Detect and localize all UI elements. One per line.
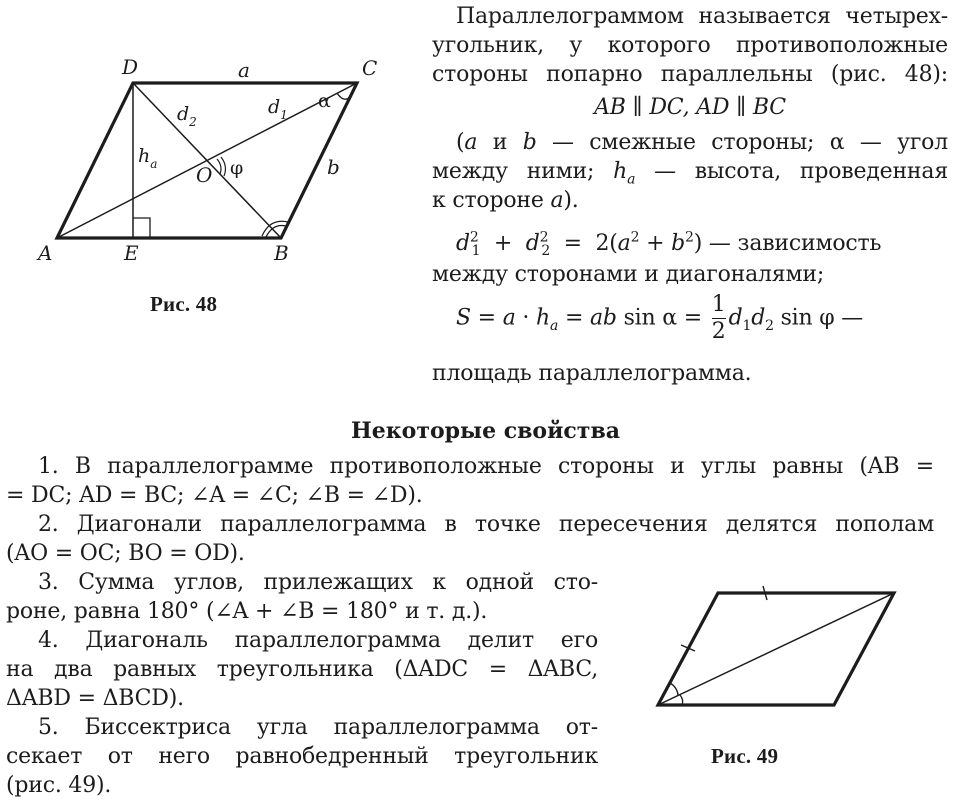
- angle-alpha-arc: [337, 93, 349, 99]
- relation-line-2: между сторонами и диагоналями;: [432, 262, 825, 287]
- property-1-line-1: 1. В параллелограмме противоположные стороны и углы равны (AB =: [38, 454, 934, 479]
- label-vertex-d: D: [122, 55, 139, 79]
- properties-heading: Некоторые свойства: [351, 418, 620, 444]
- definition-line-1: Параллелограммом называется четырех-: [456, 4, 948, 29]
- area-fraction: $\frac{1}{2}$: [711, 292, 726, 344]
- definition-note-line-3: к стороне a).: [432, 188, 579, 213]
- label-d1: $d_1$: [268, 96, 288, 122]
- property-5-line-3: (рис. 49).: [6, 773, 112, 798]
- property-2-line-1: 2. Диагонали параллелограмма в точке пересечения делятся пополам: [38, 512, 934, 537]
- property-3-line-1: 3. Сумма углов, прилежащих к одной сто-: [38, 570, 598, 595]
- label-side-b: b: [327, 155, 340, 179]
- definition-note-line-1: (a и b — смежные стороны; α — угол: [456, 130, 948, 155]
- bisector-parallelogram-diagram: [640, 575, 920, 725]
- relation-block: [432, 228, 948, 289]
- properties-block-wide: [6, 452, 934, 568]
- label-point-o: O: [196, 163, 213, 187]
- definition-block: [432, 2, 948, 215]
- relation-formula-line: $d^2_1 + d^2_2 = 2(a^2 + b^2)$ — зависимость: [456, 229, 882, 260]
- right-angle-mark: [133, 218, 150, 238]
- property-4-line-1: 4. Диагональ параллелограмма делит его: [38, 628, 598, 653]
- figure-49: [640, 575, 920, 725]
- definition-line-3: стороны попарно параллельны (рис. 48):: [432, 62, 948, 87]
- property-4-line-2: на два равных треугольника (ΔADC = ΔABC,: [6, 657, 598, 682]
- property-5-line-1: 5. Биссектриса угла параллелограмма от-: [38, 715, 598, 740]
- definition-line-2: угольник, у которого противоположные: [432, 33, 948, 58]
- property-2-line-2: (AO = OC; BO = OD).: [6, 541, 245, 566]
- label-vertex-a: A: [38, 241, 53, 265]
- label-vertex-c: C: [362, 56, 378, 80]
- property-3-line-2: роне, равна 180° (∠A + ∠B = 180° и т. д.).: [6, 599, 488, 624]
- label-ha: $h_a$: [138, 145, 158, 171]
- property-4-line-3: ΔABD = ΔBCD).: [6, 686, 184, 711]
- label-vertex-b: B: [274, 241, 289, 265]
- label-side-a: a: [238, 58, 250, 82]
- definition-note-line-2: между ними; $h_a$ — высота, проведенная: [432, 159, 948, 188]
- bisector-line: [658, 593, 894, 705]
- angle-arc-upper: [670, 683, 678, 695]
- property-1-line-2: = DC; AD = BC; ∠A = ∠C; ∠B = ∠D).: [6, 483, 423, 508]
- properties-block-narrow: [6, 568, 598, 800]
- figure-48: [30, 50, 390, 280]
- area-formula: $S = a \cdot h_a$ = ab sin α = $\frac{1}{2}$ $d_1d_2$ sin φ —: [456, 292, 864, 344]
- figure-48-caption: Рис. 48: [150, 292, 218, 316]
- angle-phi-arc-2: [221, 157, 225, 176]
- label-alpha: α: [318, 90, 331, 112]
- area-line-2: площадь параллелограмма.: [432, 361, 752, 386]
- figure-49-caption: Рис. 49: [711, 744, 779, 768]
- label-vertex-e: E: [124, 241, 139, 265]
- label-phi: φ: [230, 157, 244, 179]
- label-d2: $d_2$: [177, 103, 197, 129]
- property-5-line-2: секает от него равнобедренный треугольник: [6, 744, 598, 769]
- parallelogram-abcd-diagram: [30, 50, 390, 280]
- area-block: [432, 292, 948, 388]
- definition-formula: AB ∥ DC, AD ∥ BC: [594, 95, 786, 120]
